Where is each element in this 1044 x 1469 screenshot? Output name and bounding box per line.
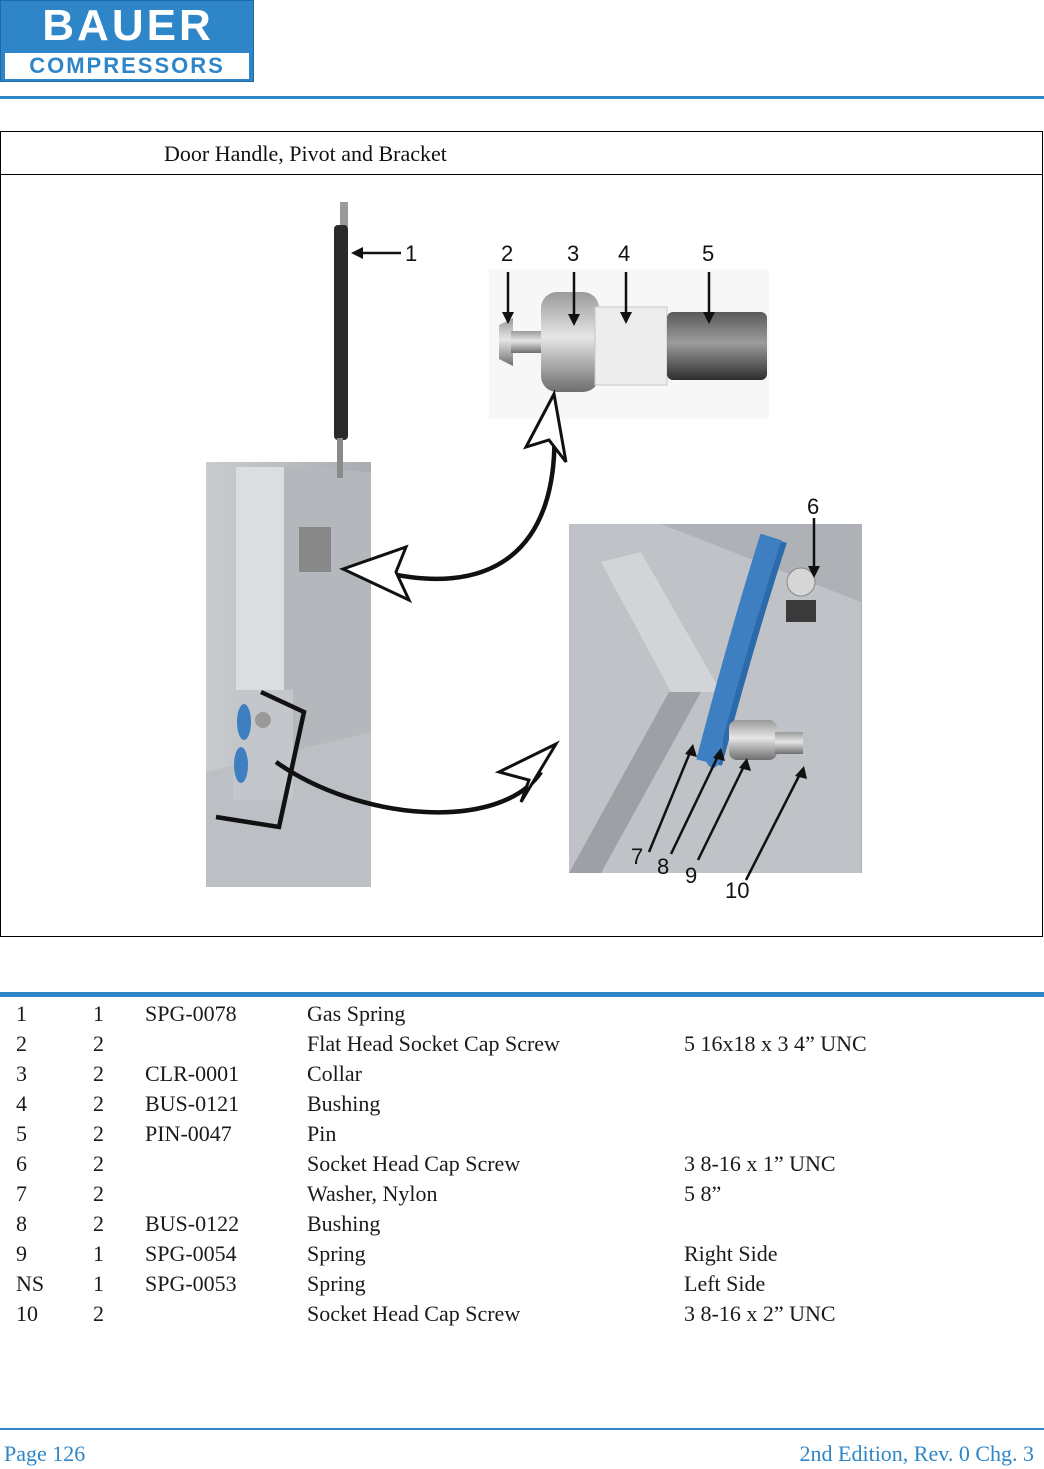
callout-6: 6 [807, 494, 820, 519]
quantity: 2 [93, 1151, 104, 1176]
part-number: SPG-0054 [145, 1241, 237, 1266]
quantity: 2 [93, 1031, 104, 1056]
description: Spring [307, 1271, 366, 1296]
quantity: 2 [93, 1301, 104, 1326]
table-row [0, 1179, 1044, 1209]
figure-title: Door Handle, Pivot and Bracket [164, 141, 447, 166]
callout-3: 3 [567, 241, 580, 266]
quantity: 2 [93, 1121, 104, 1146]
description: Bushing [307, 1091, 381, 1116]
part-number: SPG-0053 [145, 1271, 237, 1296]
item-number: NS [16, 1271, 45, 1296]
header-rule [0, 96, 1044, 99]
item-number: 2 [16, 1031, 27, 1056]
parts-list [0, 999, 1044, 1329]
description: Pin [307, 1121, 337, 1146]
table-row [0, 1239, 1044, 1269]
part-number: SPG-0078 [145, 1001, 237, 1026]
door-frame-photo [206, 462, 371, 887]
item-number: 4 [16, 1091, 27, 1116]
table-row [0, 1029, 1044, 1059]
callout-9: 9 [685, 863, 698, 888]
part-number: BUS-0121 [145, 1091, 240, 1116]
quantity: 1 [93, 1271, 104, 1296]
note: 3 8-16 x 1” UNC [684, 1151, 836, 1176]
assembly-illustration [1, 132, 1041, 935]
description: Spring [307, 1241, 366, 1266]
table-top-rule [0, 992, 1044, 997]
item-number: 8 [16, 1211, 27, 1236]
callout-7: 7 [631, 844, 644, 869]
item-number: 5 [16, 1121, 27, 1146]
table-row [0, 1119, 1044, 1149]
pivot-pin-photo [489, 269, 769, 419]
note: Left Side [684, 1271, 766, 1296]
part-number: BUS-0122 [145, 1211, 240, 1236]
quantity: 2 [93, 1181, 104, 1206]
table-row [0, 1299, 1044, 1329]
description: Washer, Nylon [307, 1181, 438, 1206]
callout-10: 10 [725, 878, 750, 903]
note: 3 8-16 x 2” UNC [684, 1301, 836, 1326]
quantity: 2 [93, 1211, 104, 1236]
item-number: 9 [16, 1241, 27, 1266]
quantity: 1 [93, 1241, 104, 1266]
edition-info: 2nd Edition, Rev. 0 Chg. 3 [799, 1441, 1034, 1466]
description: Socket Head Cap Screw [307, 1301, 521, 1326]
table-row [0, 999, 1044, 1029]
table-row [0, 1269, 1044, 1299]
bracket-detail-photo [569, 524, 862, 873]
description: Collar [307, 1061, 362, 1086]
description: Socket Head Cap Screw [307, 1151, 521, 1176]
figure-frame [0, 131, 1043, 937]
quantity: 1 [93, 1001, 104, 1026]
quantity: 2 [93, 1091, 104, 1116]
item-number: 7 [16, 1181, 27, 1206]
gas-spring-drawing [334, 202, 348, 478]
callout-4: 4 [618, 241, 631, 266]
note: 5 16x18 x 3 4” UNC [684, 1031, 867, 1056]
quantity: 2 [93, 1061, 104, 1086]
page-number: Page 126 [4, 1441, 86, 1466]
description: Gas Spring [307, 1001, 406, 1026]
note: Right Side [684, 1241, 778, 1266]
connector-arrowheads [343, 394, 566, 802]
item-number: 10 [16, 1301, 38, 1326]
description: Flat Head Socket Cap Screw [307, 1031, 560, 1056]
table-row [0, 1059, 1044, 1089]
logo-brand-text: BAUER [42, 1, 214, 50]
part-number: PIN-0047 [145, 1121, 232, 1146]
bauer-compressors-logo [0, 0, 254, 82]
callout-1: 1 [405, 241, 418, 266]
item-number: 6 [16, 1151, 27, 1176]
callout-2: 2 [501, 241, 514, 266]
callout-8: 8 [657, 854, 670, 879]
logo-sub-text: COMPRESSORS [5, 53, 249, 79]
callout-5: 5 [702, 241, 715, 266]
item-number: 1 [16, 1001, 27, 1026]
description: Bushing [307, 1211, 381, 1236]
item-number: 3 [16, 1061, 27, 1086]
table-row [0, 1209, 1044, 1239]
footer-rule [0, 1428, 1044, 1430]
part-number: CLR-0001 [145, 1061, 240, 1086]
table-row [0, 1089, 1044, 1119]
table-row [0, 1149, 1044, 1179]
note: 5 8” [684, 1181, 722, 1206]
